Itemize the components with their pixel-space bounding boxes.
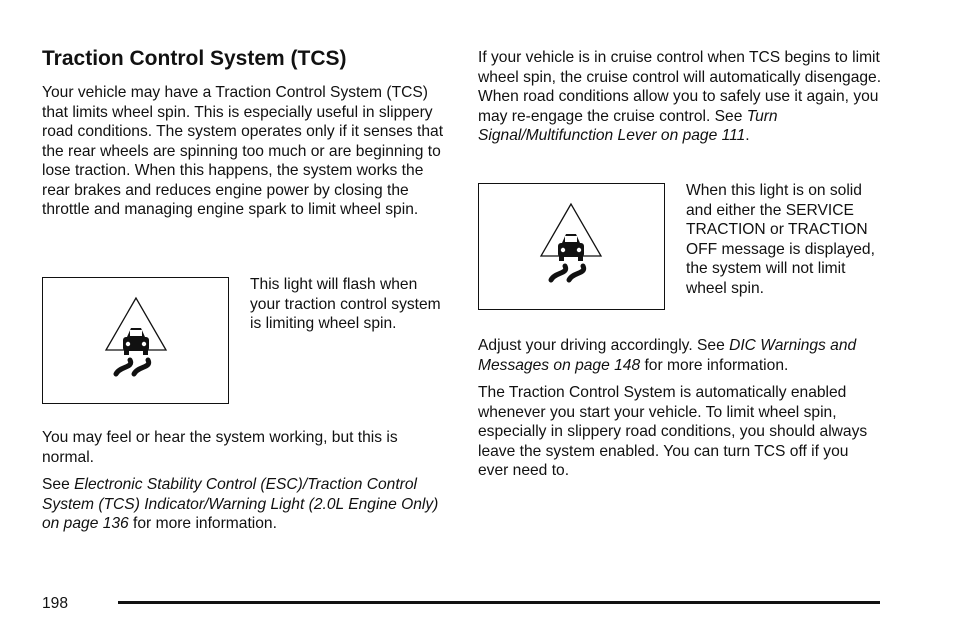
adjust-prefix: Adjust your driving accordingly. See: [478, 337, 730, 354]
cruise-paragraph: [478, 48, 883, 146]
footer-rule: [118, 601, 880, 604]
enabled-paragraph: The Traction Control System is automatically enabled whenever you start your vehicle. To limit wheel spin, especially in slippery road conditions, you should always leave the system enabled. You can turn TCS off if you ever need to.: [478, 384, 868, 479]
page-title: Traction Control System (TCS): [42, 47, 347, 70]
see-suffix: for more information.: [128, 515, 277, 532]
dic-warnings-link[interactable]: DIC Warnings and Messages on page 148: [478, 337, 857, 374]
intro-paragraph: Your vehicle may have a Traction Control System (TCS) that limits wheel spin. This is especially useful in slippery road conditions. The system operates only if it senses that the rear wheels are spinning too much or are beginning to lose traction. When this happens, the system works the rear brakes and reduces engine power by closing the throttle and managing engine spark to limit wheel spin.: [42, 84, 444, 218]
see-reference-paragraph: [42, 475, 447, 534]
cruise-suffix: .: [745, 127, 750, 144]
normal-note: You may feel or hear the system working, but this is normal.: [42, 429, 398, 466]
flash-note: This light will flash when your traction control system is limiting wheel spin.: [250, 276, 441, 332]
solid-light-note: When this light is on solid and either the SERVICE TRACTION or TRACTION OFF message is displayed, the system will not limit wheel spin.: [686, 182, 875, 297]
page-number: 198: [42, 595, 69, 612]
cruise-text: If your vehicle is in cruise control when TCS begins to limit wheel spin, the cruise control will automatically disengage. When road conditions allow you to safely use it again, you may re-engage the cruise control. See: [478, 49, 882, 125]
tcs-indicator-figure-left: [42, 277, 229, 404]
esc-tcs-light-link[interactable]: Electronic Stability Control (ESC)/Traction Control System (TCS) Indicator/Warning Light (2.0L Engine Only) on page 136: [42, 476, 439, 532]
adjust-paragraph: [478, 336, 888, 375]
traction-control-warning-icon: [86, 294, 186, 394]
traction-control-warning-icon: [521, 200, 621, 300]
turn-signal-lever-link[interactable]: Turn Signal/Multifunction Lever on page 111: [478, 107, 778, 144]
see-prefix: See: [42, 476, 75, 493]
tcs-indicator-figure-right: [478, 183, 665, 310]
adjust-suffix: for more information.: [640, 356, 789, 374]
